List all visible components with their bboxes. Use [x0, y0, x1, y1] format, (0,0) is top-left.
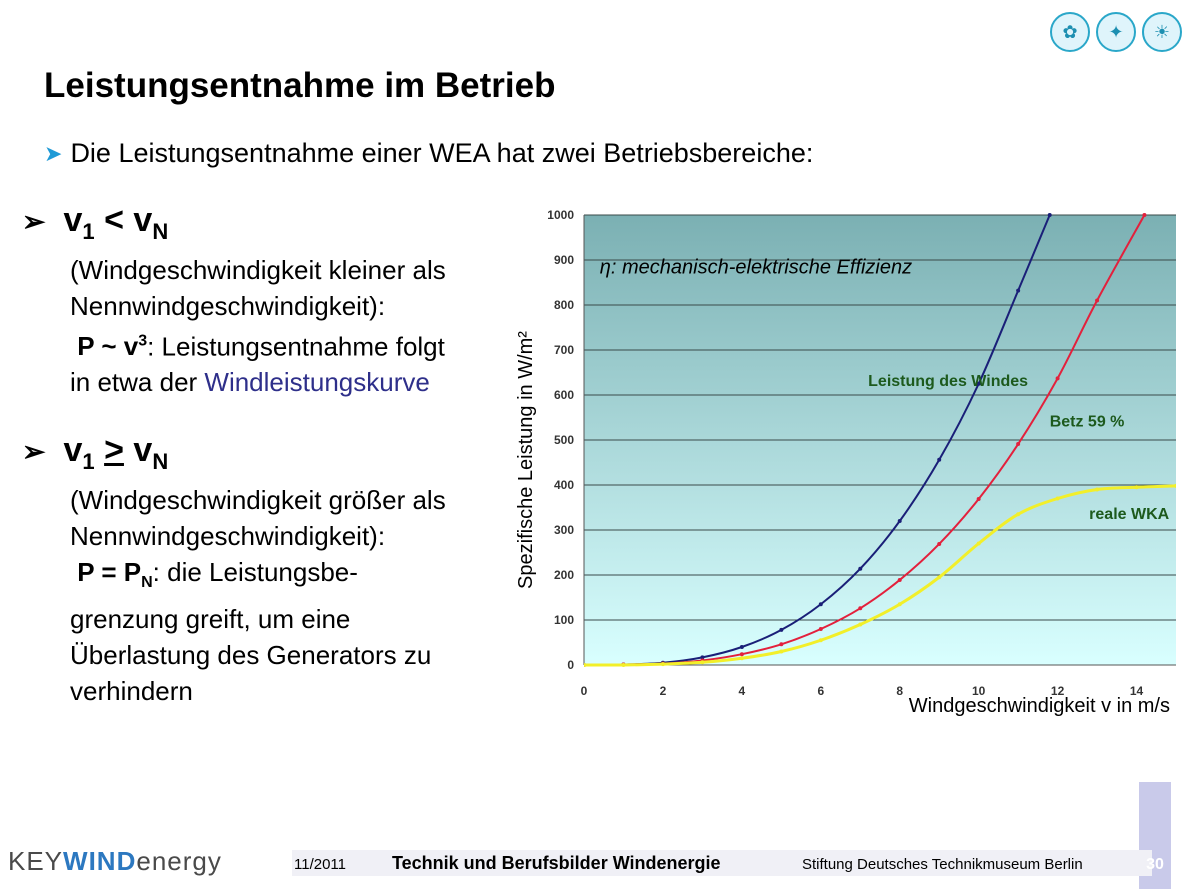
data-point — [1142, 213, 1146, 217]
data-point — [819, 627, 823, 631]
data-point — [819, 638, 823, 642]
case1-line4: in etwa der Windleistungskurve — [70, 367, 430, 398]
data-point — [898, 602, 902, 606]
x-tick-label: 8 — [896, 684, 904, 698]
case2-line5: Überlastung des Generators zu — [70, 639, 432, 670]
x-tick-label: 10 — [971, 684, 986, 698]
case2-line2: Nennwindgeschwindigkeit): — [70, 520, 386, 551]
case-above-rated — [22, 430, 522, 709]
series-label: Betz 59 % — [1049, 413, 1125, 431]
data-point — [700, 660, 704, 664]
chevron-bullet-icon: ➢ — [22, 436, 46, 467]
data-point — [1056, 497, 1060, 501]
x-tick-label: 6 — [817, 684, 825, 698]
data-point — [1135, 485, 1139, 489]
case1-line3: : Leistungsentnahme folgt — [147, 331, 445, 362]
intro-text: Die Leistungsentnahme einer WEA hat zwei Betriebsbereiche: — [70, 138, 814, 168]
x-tick-label: 14 — [1129, 684, 1144, 698]
y-tick-label: 1000 — [547, 208, 574, 222]
series-label: reale WKA — [1089, 505, 1170, 523]
footer — [0, 836, 1196, 889]
y-tick-label: 900 — [553, 253, 574, 267]
x-tick-label: 0 — [580, 684, 588, 698]
chart-annotation: η: mechanisch-elektrische Effizienz — [599, 256, 913, 279]
y-tick-label: 500 — [553, 433, 574, 447]
page-number: 30 — [1146, 856, 1164, 873]
data-point — [819, 602, 823, 606]
y-tick-label: 800 — [553, 298, 574, 312]
top-icon-group — [1050, 12, 1182, 52]
x-tick-label: 4 — [738, 684, 746, 698]
chart-svg — [510, 200, 1196, 730]
data-point — [858, 567, 862, 571]
wind-power-curve-ref: Windleistungskurve — [204, 367, 430, 398]
keywindenergy-logo: KEYWINDenergy — [8, 846, 222, 876]
brain-icon: ✿ — [1050, 12, 1090, 52]
y-tick-label: 200 — [553, 568, 574, 582]
series-label: Leistung des Windes — [868, 373, 1029, 390]
case-below-rated — [22, 200, 522, 400]
x-tick-label: 12 — [1050, 684, 1065, 698]
data-point — [740, 656, 744, 660]
case2-line6: verhindern — [70, 675, 193, 706]
power-curve-chart — [510, 200, 1196, 730]
data-point — [779, 650, 783, 654]
data-point — [1016, 512, 1020, 516]
data-point — [621, 663, 625, 667]
data-point — [977, 542, 981, 546]
data-point — [1095, 299, 1099, 303]
data-point — [858, 623, 862, 627]
data-point — [977, 497, 981, 501]
compass-icon: ✦ — [1096, 12, 1136, 52]
intro-line — [44, 138, 813, 169]
chevron-bullet-icon: ➢ — [22, 206, 46, 237]
case2-line3: : die Leistungsbe- — [152, 556, 358, 587]
lightbulb-icon: ☀ — [1142, 12, 1182, 52]
case1-line2: Nennwindgeschwindigkeit): — [70, 290, 386, 321]
data-point — [1174, 484, 1178, 488]
arrow-bullet-icon: ➤ — [44, 140, 63, 166]
y-tick-label: 400 — [553, 478, 574, 492]
x-axis-label: Windgeschwindigkeit v in m/s — [908, 695, 1170, 717]
data-point — [740, 652, 744, 656]
data-point — [858, 606, 862, 610]
case2-line4: grenzung greift, um eine — [70, 603, 351, 634]
case1-formula-line: P ~ $v^3$: Leistungsentnahme folgt — [77, 331, 445, 362]
footer-organization: Stiftung Deutsches Technikmuseum Berlin — [802, 856, 1083, 873]
y-tick-label: 700 — [553, 343, 574, 357]
slide-title: Leistungsentnahme im Betrieb — [44, 66, 556, 105]
case2-line1: (Windgeschwindigkeit größer als — [70, 484, 446, 515]
y-tick-label: 0 — [567, 658, 574, 672]
case2-heading: ➢ $v_1 > v_N$ — [22, 431, 169, 474]
x-tick-label: 2 — [659, 684, 667, 698]
data-point — [661, 662, 665, 666]
data-point — [1095, 488, 1099, 492]
y-tick-label: 600 — [553, 388, 574, 402]
case2-formula-line: $P = P_N$: die Leistungsbe- — [77, 556, 358, 591]
data-point — [898, 578, 902, 582]
y-tick-label: 300 — [553, 523, 574, 537]
case1-line1: (Windgeschwindigkeit kleiner als — [70, 254, 446, 285]
data-point — [937, 575, 941, 579]
footer-course-title: Technik und Berufsbilder Windenergie — [392, 853, 721, 873]
case1-heading: ➢ $v_1 < v_N$ — [22, 201, 169, 244]
data-point — [740, 645, 744, 649]
data-point — [898, 519, 902, 523]
data-point — [1048, 213, 1052, 217]
y-axis-label: Spezifische Leistung in W/m² — [515, 331, 537, 589]
footer-date: 11/2011 — [294, 856, 346, 873]
data-point — [937, 542, 941, 546]
data-point — [779, 642, 783, 646]
data-point — [1056, 376, 1060, 380]
data-point — [582, 663, 586, 667]
data-point — [1016, 289, 1020, 293]
data-point — [779, 628, 783, 632]
y-tick-label: 100 — [553, 613, 574, 627]
data-point — [1016, 442, 1020, 446]
data-point — [937, 458, 941, 462]
